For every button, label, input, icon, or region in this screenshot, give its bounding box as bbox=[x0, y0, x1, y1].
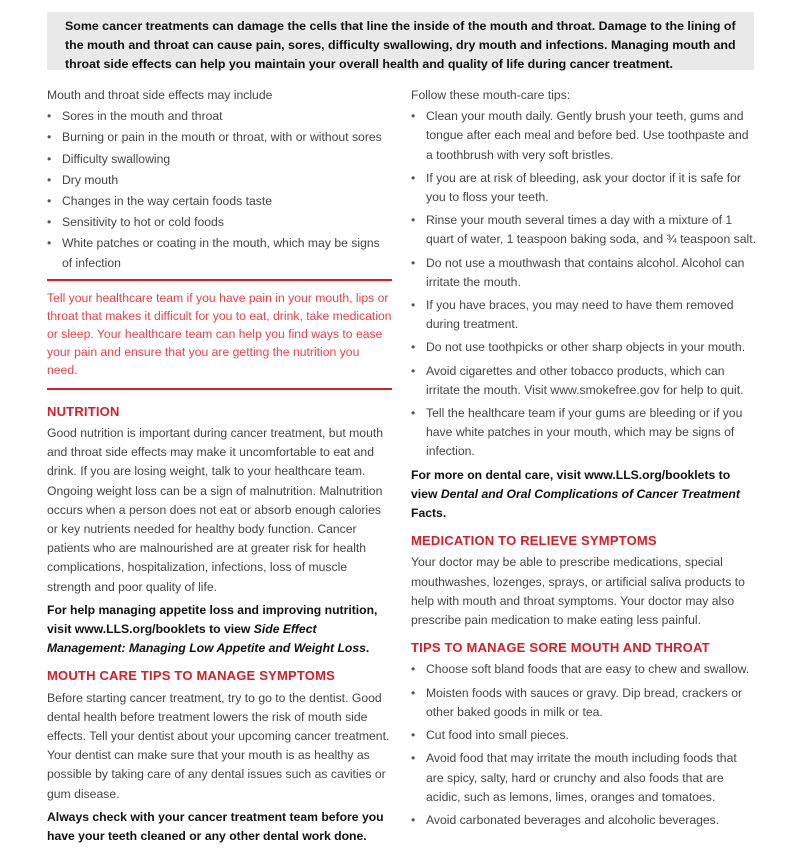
callout-text: Tell your healthcare team if you have pain in your mouth, lips or throat that makes it difficult for you to eat, drink, take medication or sleep. Your healthcare team can help you find ways to ease your pain and ensure that you are getting the nutrition you need. bbox=[47, 290, 392, 377]
list-item: • Avoid cigarettes and other tobacco products, which can irritate the mouth. Visit www.smokefree.gov for help to quit. bbox=[411, 362, 756, 400]
list-item: • Sensitivity to hot or cold foods bbox=[47, 213, 392, 232]
intro-summary-box bbox=[47, 12, 754, 70]
dental-resource-end: Facts. bbox=[411, 506, 447, 521]
tips-lead: Follow these mouth-care tips: bbox=[411, 88, 571, 102]
mouthcare-heading: MOUTH CARE TIPS TO MANAGE SYMPTOMS bbox=[47, 668, 336, 684]
sore-mouth-tips-list bbox=[411, 660, 756, 830]
list-item: • Clean your mouth daily. Gently brush your teeth, gums and tongue after each meal and before bed. Use toothpaste and a toothbrush with very soft bristles. bbox=[411, 107, 756, 165]
side-effects-lead: Mouth and throat side effects may include bbox=[47, 88, 273, 102]
nutrition-resource-title: Side Effect Management: Managing Low Appetite and Weight Loss bbox=[47, 622, 366, 656]
list-item: • Burning or pain in the mouth or throat, with or without sores bbox=[47, 128, 392, 147]
nutrition-paragraph: Good nutrition is important during cancer treatment, but mouth and throat side effects may make it uncomfortable to eat and drink. If you are losing weight, talk to your healthcare team. Ongoing weight loss can be a sign of malnutrition. Malnutrition occurs when a person does not eat or absorb enough calories or key nutrients needed for healthy body function. Cancer patients who are malnourished are at greater risk for health complications, hospitalization, infections, loss of muscle strength and poor quality of life. bbox=[47, 426, 384, 594]
dental-resource-title: Dental and Oral Complications of Cancer Treatment bbox=[440, 486, 740, 501]
list-item: • Do not use toothpicks or other sharp objects in your mouth. bbox=[411, 338, 756, 357]
sore-mouth-heading: TIPS TO MANAGE SORE MOUTH AND THROAT bbox=[411, 640, 710, 656]
nutrition-heading: NUTRITION bbox=[47, 403, 120, 419]
list-item: • Changes in the way certain foods taste bbox=[47, 192, 392, 211]
nutrition-resource-text: For help managing appetite loss and improving nutrition, visit www.LLS.org/booklets to view bbox=[47, 602, 378, 637]
list-item: • Dry mouth bbox=[47, 171, 392, 190]
mouth-care-tips-list bbox=[411, 107, 756, 461]
mouthcare-warning: Always check with your cancer treatment team before you have your teeth cleaned or any other dental work done. bbox=[47, 809, 384, 844]
medication-heading: MEDICATION TO RELIEVE SYMPTOMS bbox=[411, 533, 657, 549]
intro-text: Some cancer treatments can damage the cells that line the inside of the mouth and throat. Damage to the lining of the mouth and throat can cause pain, sores, difficulty swallowing, dry mouth and infections. Managing mouth and throat side effects can help you maintain your overall health and quality of life during cancer treatment. bbox=[65, 19, 736, 71]
dental-resource-note bbox=[411, 466, 756, 524]
list-item: • Moisten foods with sauces or gravy. Dip bread, crackers or other baked goods in milk or tea. bbox=[411, 684, 756, 722]
right-column bbox=[411, 86, 756, 834]
nutrition-resource-note bbox=[47, 601, 392, 659]
callout-box bbox=[47, 279, 392, 390]
list-item: • Avoid carbonated beverages and alcoholic beverages. bbox=[411, 811, 756, 830]
list-item: • Avoid food that may irritate the mouth including foods that are spicy, salty, hard or crunchy and also foods that are acidic, such as lemons, limes, oranges and tomatoes. bbox=[411, 749, 756, 807]
list-item: • If you have braces, you may need to have them removed during treatment. bbox=[411, 296, 756, 334]
list-item: • Rinse your mouth several times a day with a mixture of 1 quart of water, 1 teaspoon baking soda, and ¾ teaspoon salt. bbox=[411, 211, 756, 249]
list-item: • White patches or coating in the mouth, which may be signs of infection bbox=[47, 234, 392, 272]
left-column bbox=[47, 86, 392, 852]
dental-resource-text: For more on dental care, visit www.LLS.org/booklets to view bbox=[411, 467, 731, 501]
list-item: • Tell the healthcare team if your gums are bleeding or if you have white patches in your mouth, which may be signs of infection. bbox=[411, 404, 756, 462]
list-item: • Difficulty swallowing bbox=[47, 150, 392, 169]
side-effects-list bbox=[47, 107, 392, 273]
list-item: • Choose soft bland foods that are easy to chew and swallow. bbox=[411, 660, 756, 679]
list-item: • Cut food into small pieces. bbox=[411, 726, 756, 745]
list-item: • Do not use a mouthwash that contains alcohol. Alcohol can irritate the mouth. bbox=[411, 254, 756, 292]
list-item: • Sores in the mouth and throat bbox=[47, 107, 392, 126]
list-item: • If you are at risk of bleeding, ask your doctor if it is safe for you to floss your teeth. bbox=[411, 169, 756, 207]
medication-paragraph: Your doctor may be able to prescribe medications, special mouthwashes, lozenges, sprays, or artificial saliva products to help with mouth and throat symptoms. Your doctor may also prescribe pain medication to make eating less painful. bbox=[411, 555, 745, 628]
nutrition-resource-end: . bbox=[365, 641, 370, 656]
mouthcare-paragraph: Before starting cancer treatment, try to go to the dentist. Good dental health before treatment lowers the risk of mouth side effects. Tell your dentist about your upcoming cancer treatment. Your dentist can make sure that your mouth is as healthy as possible by taking care of any dental issues such as cavities or gum disease. bbox=[47, 690, 390, 801]
